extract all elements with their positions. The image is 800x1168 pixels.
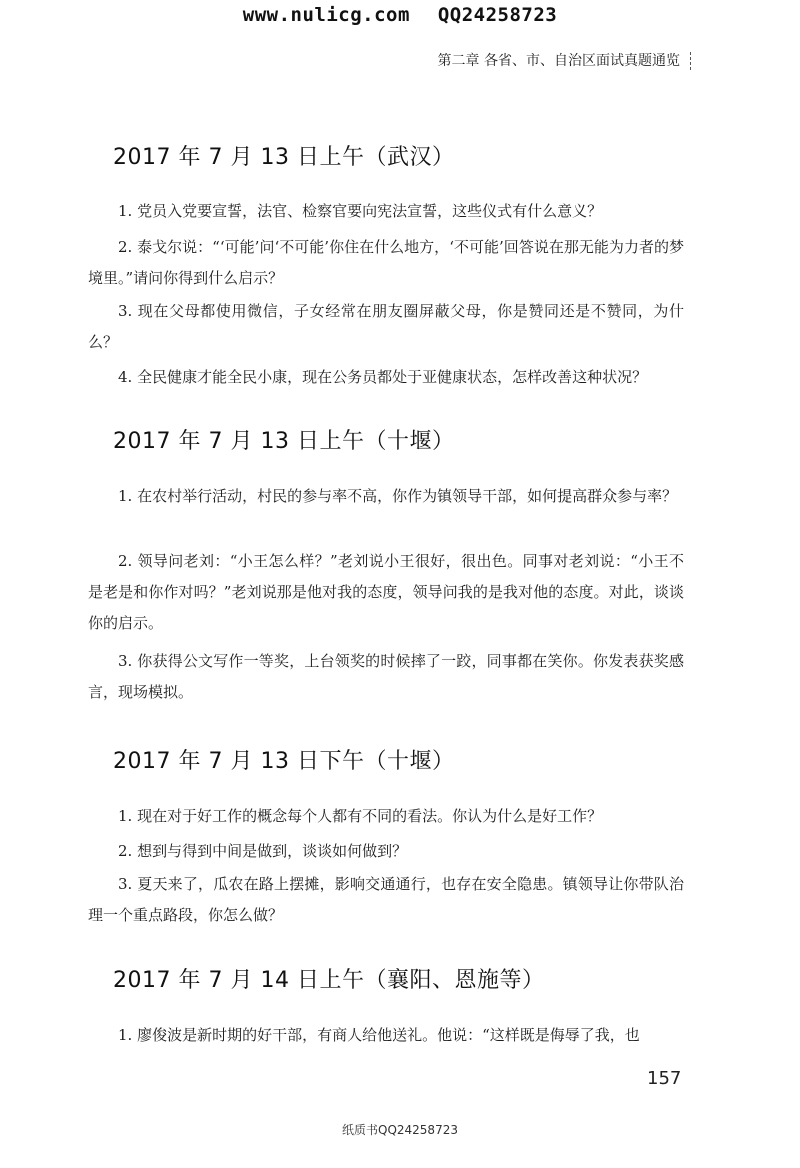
page-number: 157 (647, 1068, 682, 1089)
watermark-site: www.nulicg.com (242, 4, 410, 26)
question-paragraph: 2. 领导问老刘：“小王怎么样？”老刘说小王很好，很出色。同事对老刘说：“小王不是老是和你作对吗？”老刘说那是他对我的态度，领导问我的是我对他的态度。对此，谈谈你的启示。 (88, 552, 684, 632)
watermark-qq: QQ24258723 (437, 4, 558, 26)
question-paragraph: 2. 想到与得到中间是做到，谈谈如何做到？ (118, 842, 408, 860)
question-paragraph: 1. 在农村举行活动，村民的参与率不高，你作为镇领导干部，如何提高群众参与率？ (118, 487, 678, 505)
question-paragraph: 2. 泰戈尔说：“‘可能’问‘不可能’你住在什么地方，‘不可能’回答说在那无能为力者的梦境里。”请问你得到什么启示？ (88, 238, 684, 287)
section-title: 2017 年 7 月 13 日上午（十堰） (113, 429, 455, 454)
running-head-text: 第二章 各省、市、自治区面试真题通览 (437, 53, 680, 69)
header-watermark (0, 4, 800, 26)
section-title: 2017 年 7 月 14 日上午（襄阳、恩施等） (113, 968, 545, 993)
question-paragraph: 1. 现在对于好工作的概念每个人都有不同的看法。你认为什么是好工作？ (118, 807, 603, 825)
question-paragraph: 1. 廖俊波是新时期的好干部，有商人给他送礼。他说：“这样既是侮辱了我，也 (118, 1026, 640, 1044)
question-paragraph: 3. 夏天来了，瓜农在路上摆摊，影响交通通行，也存在安全隐患。镇领导让你带队治理一个重点路段，你怎么做？ (88, 875, 684, 924)
footer-watermark: 纸质书QQ24258723 (342, 1123, 458, 1137)
question-paragraph: 1. 党员入党要宣誓，法官、检察官要向宪法宣誓，这些仪式有什么意义？ (118, 202, 603, 220)
section-title: 2017 年 7 月 13 日上午（武汉） (113, 145, 455, 170)
question-paragraph: 4. 全民健康才能全民小康，现在公务员都处于亚健康状态，怎样改善这种状况？ (118, 368, 648, 386)
running-head (438, 50, 692, 70)
question-paragraph: 3. 你获得公文写作一等奖，上台领奖的时候摔了一跤，同事都在笑你。你发表获奖感言，现场模拟。 (88, 652, 684, 701)
question-paragraph: 3. 现在父母都使用微信，子女经常在朋友圈屏蔽父母，你是赞同还是不赞同，为什么？ (88, 302, 684, 351)
section-title: 2017 年 7 月 13 日下午（十堰） (113, 749, 455, 774)
running-head-divider (690, 52, 692, 70)
